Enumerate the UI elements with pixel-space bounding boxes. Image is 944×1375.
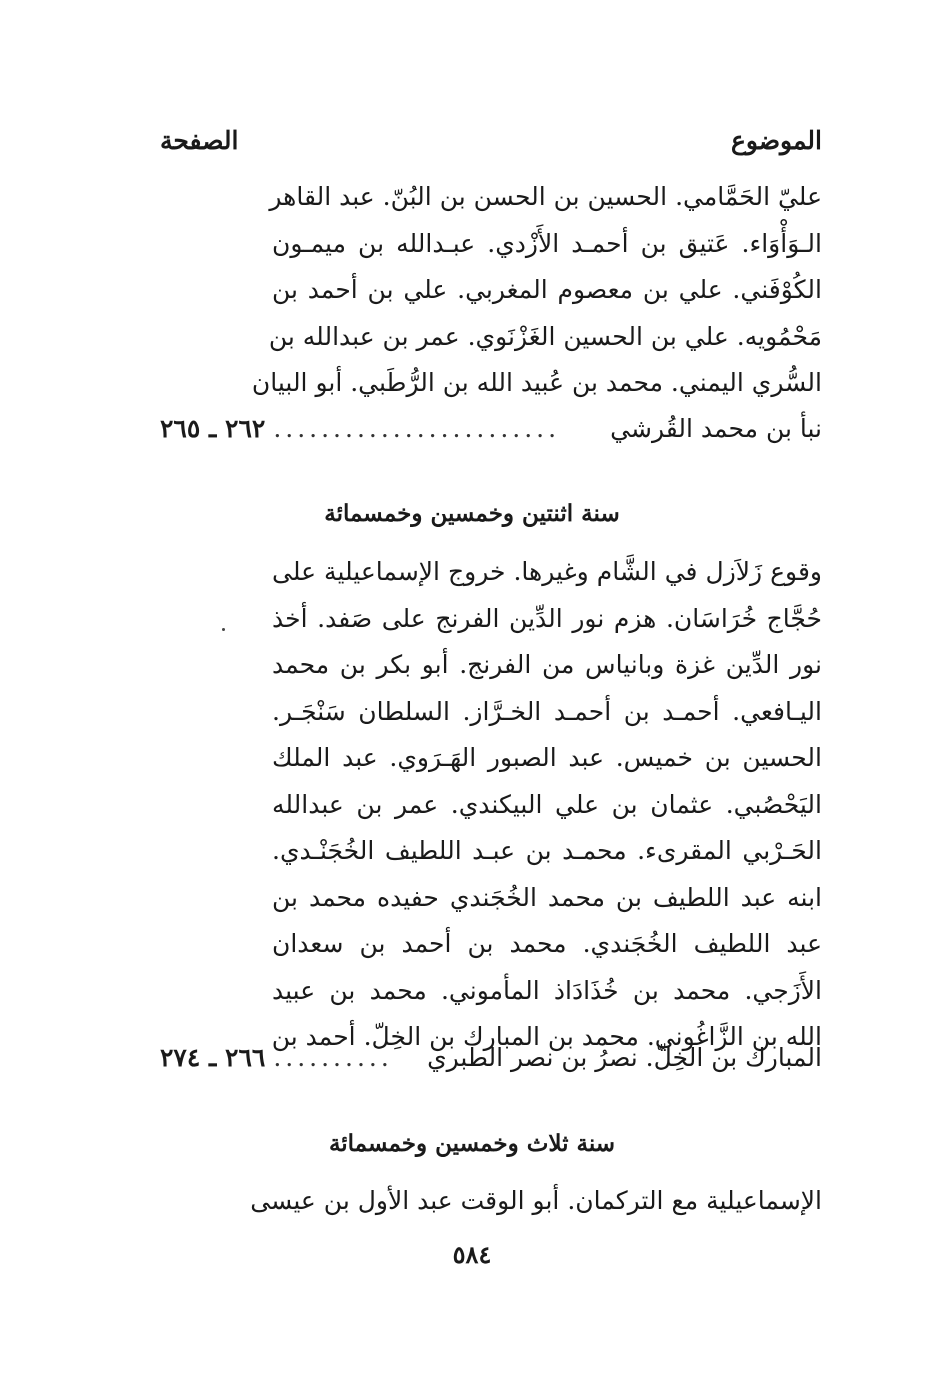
entry-line: الحسين بن خميس. عبد الصبور الهَـرَوي. عبد الملك [272,743,822,772]
leader-dots: ........................ [273,414,561,443]
section-1-entries [251,174,822,407]
entry-line: الإسماعيلية مع التركمان. أبو الوقت عبد الأول بن عيسى [250,1186,822,1215]
page-range: ٢٦٦ ـ ٢٧٤ [160,1043,266,1072]
section-2-entries [272,549,822,1061]
page-column-header: الصفحة [160,126,239,155]
entry-line: الكُوْفَني. علي بن معصوم المغربي. علي بن أحمد بن [272,275,822,304]
section-3-entries [250,1178,822,1225]
section-1-final-line [160,406,822,453]
leader-dots: .......... [273,1043,393,1072]
entry-line: عبد اللطيف الخُجَندي. محمد بن أحمد بن سعدان [272,929,822,958]
section-2-final-line [160,1035,822,1082]
ink-speck [222,628,225,631]
entry-line: وقوع زَلاَزل في الشَّام وغيرها. خروج الإسماعيلية على [272,557,822,586]
entry-line: السُّري اليمني. محمد بن عُبيد الله بن الرُّطَبي. أبو البيان [251,368,822,397]
topic-column-header: الموضوع [731,126,822,155]
entry-line: عليّ الحَمَّامي. الحسين بن الحسن بن البُنّ. عبد القاهر [269,182,822,211]
entry-line: حُجَّاج خُرَاسَان. هزم نور الدِّين الفرنج على صَفد. أخذ [272,603,822,633]
entry-line: ابنه عبد اللطيف بن محمد الخُجَندي حفيده محمد بن [272,882,822,912]
entry-line: الحَـرْبي المقرىء. محمـد بن عبـد اللطيف الخُجَنْـدي. [272,836,822,865]
page-range: ٢٦٢ ـ ٢٦٥ [160,414,266,443]
year-heading: سنة ثلاث وخمسين وخمسمائة [328,1130,616,1157]
entry-line: مَحْمُويه. علي بن الحسين الغَزْنَوي. عمر بن عبدالله بن [268,321,822,351]
entry-line: نور الدِّين غزة وبانياس من الفرنج. أبو بكر بن محمد [272,650,822,679]
entry-line: اليـافعي. أحمـد بن أحمـد الخـرَّاز. السلطان سَنْجَـر. [272,696,822,726]
entry-line: الأَزَجي. محمد بن خُذَادَاذ المأموني. محمد بن عبيد [272,975,822,1005]
entry-line: اليَحْصُبي. عثمان بن علي البيكندي. عمر بن عبدالله [272,789,822,819]
year-heading: سنة اثنتين وخمسين وخمسمائة [324,500,620,527]
entry-line: الله بن الزَّاغُوني. محمد بن المبارك بن الخِلّ. أحمد بن [271,1022,822,1051]
entry-line: المبارك بن الخِلّ. نصرُ بن نصر الطبري [427,1043,822,1072]
page-number: ٥٨٤ [452,1240,492,1269]
entry-line: الـوَأْوَاء. عَتيق بن أحمـد الأَزْدي. عبـدالله بن ميمـون [272,228,822,258]
entry-line: نبأ بن محمد القُرشي [610,414,822,443]
